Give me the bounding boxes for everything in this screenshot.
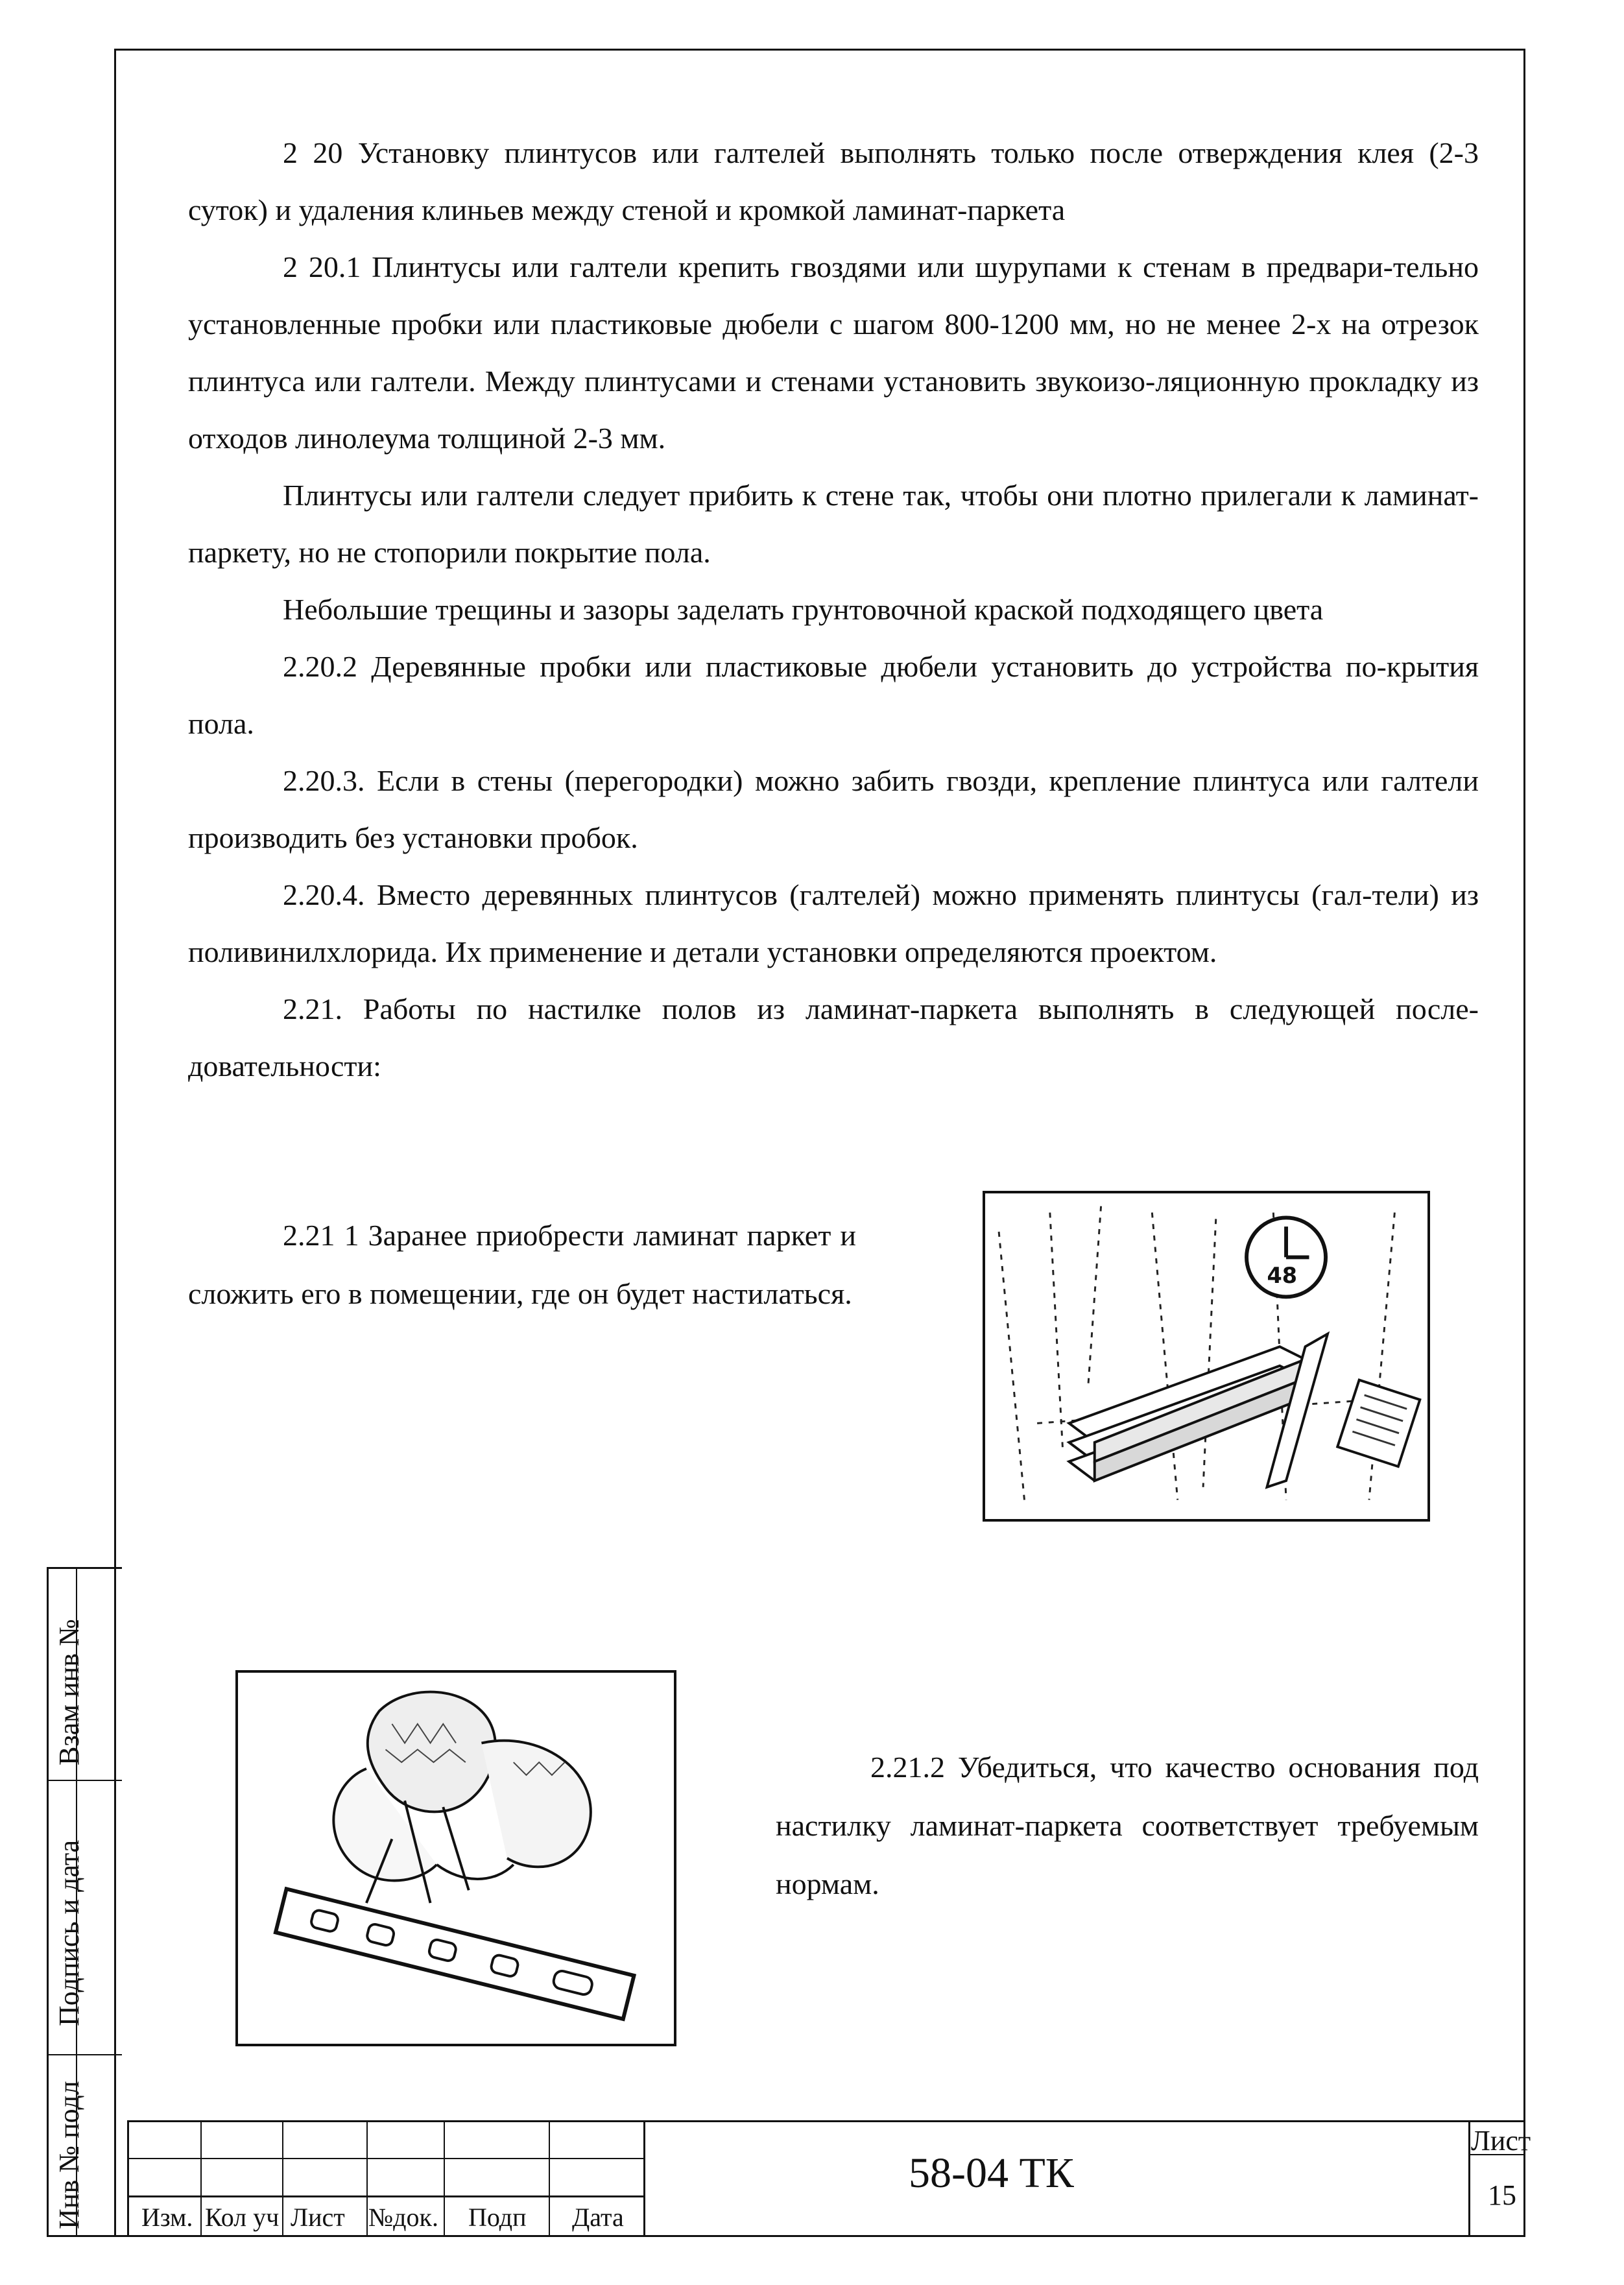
tb-row-line — [127, 2195, 645, 2197]
paragraph-2-21-1: 2.21 1 Заранее приобрести ламинат паркет и сложить его в помещении, где он будет настилаться. — [188, 1219, 856, 1310]
tb-col-line — [444, 2120, 445, 2237]
tb-top-line — [127, 2120, 1525, 2122]
strip-separator — [49, 1780, 122, 1781]
strip-label-inv: Инв № подл — [53, 2081, 85, 2229]
tb-label-data: Дата — [572, 2203, 624, 2232]
paragraph-2-20-1: 2 20.1 Плинтусы или галтели крепить гвоздями или шурупами к стенам в предвари-тельно установленные пробки или пластиковые дюбели с шагом 800-1200 мм, но не менее 2-х на отрезок плинтуса или галтели. Между плинтусами и стенами установить звукоизо-ляционную прокладку из отходов линолеума толщиной 2-3 мм. — [188, 250, 1479, 455]
document-code: 58-04 ТК — [909, 2149, 1074, 2197]
tb-col-line — [127, 2120, 129, 2237]
base-inspection-illustration — [235, 1670, 676, 2046]
tb-label-kol-uch: Кол уч — [205, 2203, 280, 2232]
strip-label-podpis: Подпись и дата — [53, 1839, 85, 2026]
laminate-storage-illustration — [983, 1191, 1430, 1522]
tb-label-list: Лист — [291, 2203, 345, 2232]
tb-label-ndok: №док. — [368, 2203, 438, 2232]
tb-label-podp: Подп — [468, 2203, 527, 2232]
sheet-number: 15 — [1488, 2179, 1516, 2211]
title-block — [127, 2120, 1531, 2237]
sheet-label: Лист — [1471, 2125, 1531, 2157]
tb-col-line — [282, 2120, 283, 2237]
paragraph-2-21-2: 2.21.2 Убедиться, что качество основания под настилку ламинат-паркета соответствует требуемым нормам. — [776, 1751, 1479, 1900]
paragraph-2-20-2: 2.20.2 Деревянные пробки или пластиковые дюбели установить до устройства по-крытия пола. — [188, 650, 1479, 740]
clock-digits: 48 — [1267, 1262, 1298, 1288]
tb-label-izm: Изм. — [141, 2203, 193, 2232]
paragraph-cracks: Небольшие трещины и зазоры заделать грунтовочной краской подходящего цвета — [283, 593, 1324, 626]
strip-label-vzam: Взам инв № — [53, 1619, 85, 1765]
tb-col-line — [643, 2120, 645, 2237]
tb-col-line — [366, 2120, 368, 2237]
binding-strip — [47, 1567, 122, 2237]
paragraph-2-20-3: 2.20.3. Если в стены (перегородки) можно забить гвозди, крепление плинтуса или галтели производить без установки пробок. — [188, 764, 1479, 854]
paragraph-2-20: 2 20 Установку плинтусов или галтелей выполнять только после отверждения клея (2-3 суток) и удаления клиньев между стеной и кромкой ламинат-паркета — [188, 136, 1479, 226]
tb-col-line — [1468, 2120, 1470, 2237]
base-inspection-drawing — [238, 1673, 674, 2044]
laminate-storage-drawing — [985, 1193, 1427, 1519]
paragraph-2-20-4: 2.20.4. Вместо деревянных плинтусов (галтелей) можно применять плинтусы (гал-тели) из поливинилхлорида. Их применение и детали установки определяются проектом. — [188, 878, 1479, 968]
tb-col-line — [200, 2120, 202, 2237]
strip-separator — [49, 2054, 122, 2055]
tb-row-line — [127, 2158, 645, 2159]
paragraph-baseboard-fit: Плинтусы или галтели следует прибить к стене так, чтобы они плотно прилегали к ламинат-паркету, но не стопорили покрытие пола. — [188, 479, 1479, 569]
tb-col-line — [549, 2120, 550, 2237]
paragraph-2-21: 2.21. Работы по настилке полов из ламинат-паркета выполнять в следующей после-довательности: — [188, 992, 1479, 1083]
